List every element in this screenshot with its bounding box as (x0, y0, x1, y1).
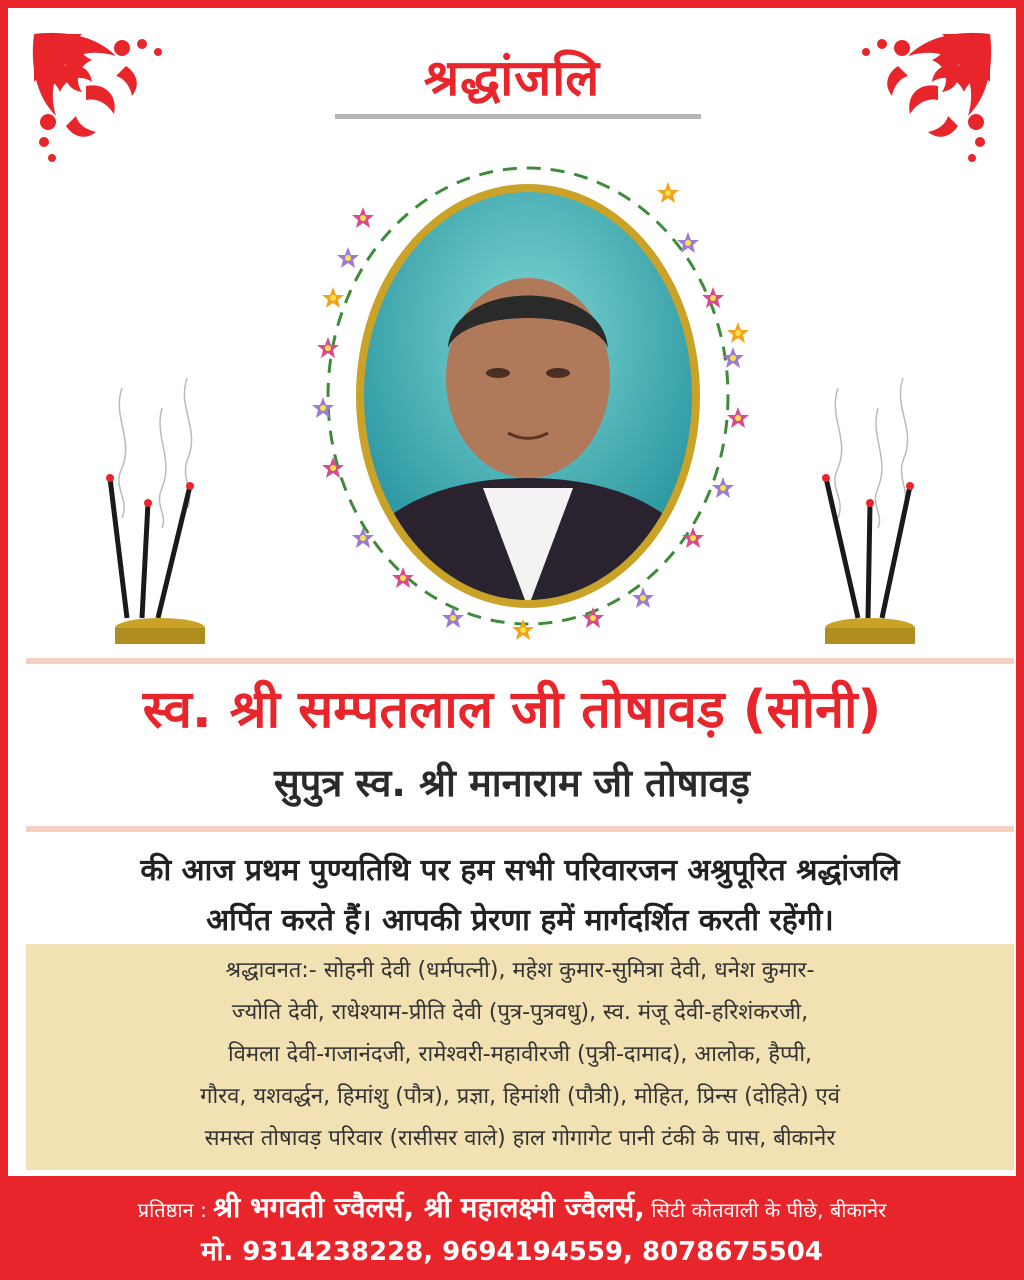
footer-business-line (8, 1188, 1016, 1226)
footer-phones: मो. 9314238228, 9694194559, 8078675504 (201, 1237, 823, 1267)
title-underline (335, 114, 701, 119)
deceased-name: स्व. श्री सम्पतलाल जी तोषावड़ (सोनी) (142, 680, 882, 740)
divider-band (26, 658, 1014, 664)
mourners-panel (26, 944, 1014, 1170)
portrait-frame (293, 148, 763, 643)
mourners-line: श्रद्धावनत:- सोहनी देवी (धर्मपत्नी), महेश कुमार-सुमित्रा देवी, धनेश कुमार- (225, 958, 815, 983)
divider-band (26, 826, 1014, 832)
parent-line: सुपुत्र स्व. श्री मानाराम जी तोषावड़ (274, 761, 750, 805)
footer-banner (8, 1176, 1016, 1272)
mourners-line: ज्योति देवी, राधेश्याम-प्रीति देवी (पुत्र-पुत्रवधु), स्व. मंजू देवी-हरिशंकरजी, (231, 1000, 809, 1025)
tribute-line: अर्पित करते हैं। आपकी प्रेरणा हमें मार्गदर्शित करती रहेंगी। (206, 903, 834, 938)
incense-sticks-icon (798, 378, 948, 648)
tribute-line: की आज प्रथम पुण्यतिथि पर हम सभी परिवारजन अश्रुपूरित श्रद्धांजलि (140, 853, 900, 888)
incense-sticks-icon (82, 378, 232, 648)
mourners-line: गौरव, यशवर्द्धन, हिमांशु (पौत्र), प्रज्ञा, हिमांशी (पौत्री), मोहित, प्रिन्स (दोहिते) एवं (200, 1084, 840, 1109)
footer-shops: श्री भगवती ज्वैलर्स, श्री महालक्ष्मी ज्वैलर्स, (213, 1191, 645, 1224)
footer-address: सिटी कोतवाली के पीछे, बीकानेर (644, 1198, 887, 1222)
tribute-text (28, 846, 1012, 946)
mourners-line: विमला देवी-गजानंदजी, रामेश्वरी-महावीरजी (पुत्री-दामाद), आलोक, हैप्पी, (227, 1042, 813, 1067)
footer-prefix: प्रतिष्ठान : (137, 1198, 214, 1222)
page-title: श्रद्धांजलि (423, 48, 601, 107)
mourners-line: समस्त तोषावड़ परिवार (रासीसर वाले) हाल गोगागेट पानी टंकी के पास, बीकानेर (204, 1126, 836, 1151)
